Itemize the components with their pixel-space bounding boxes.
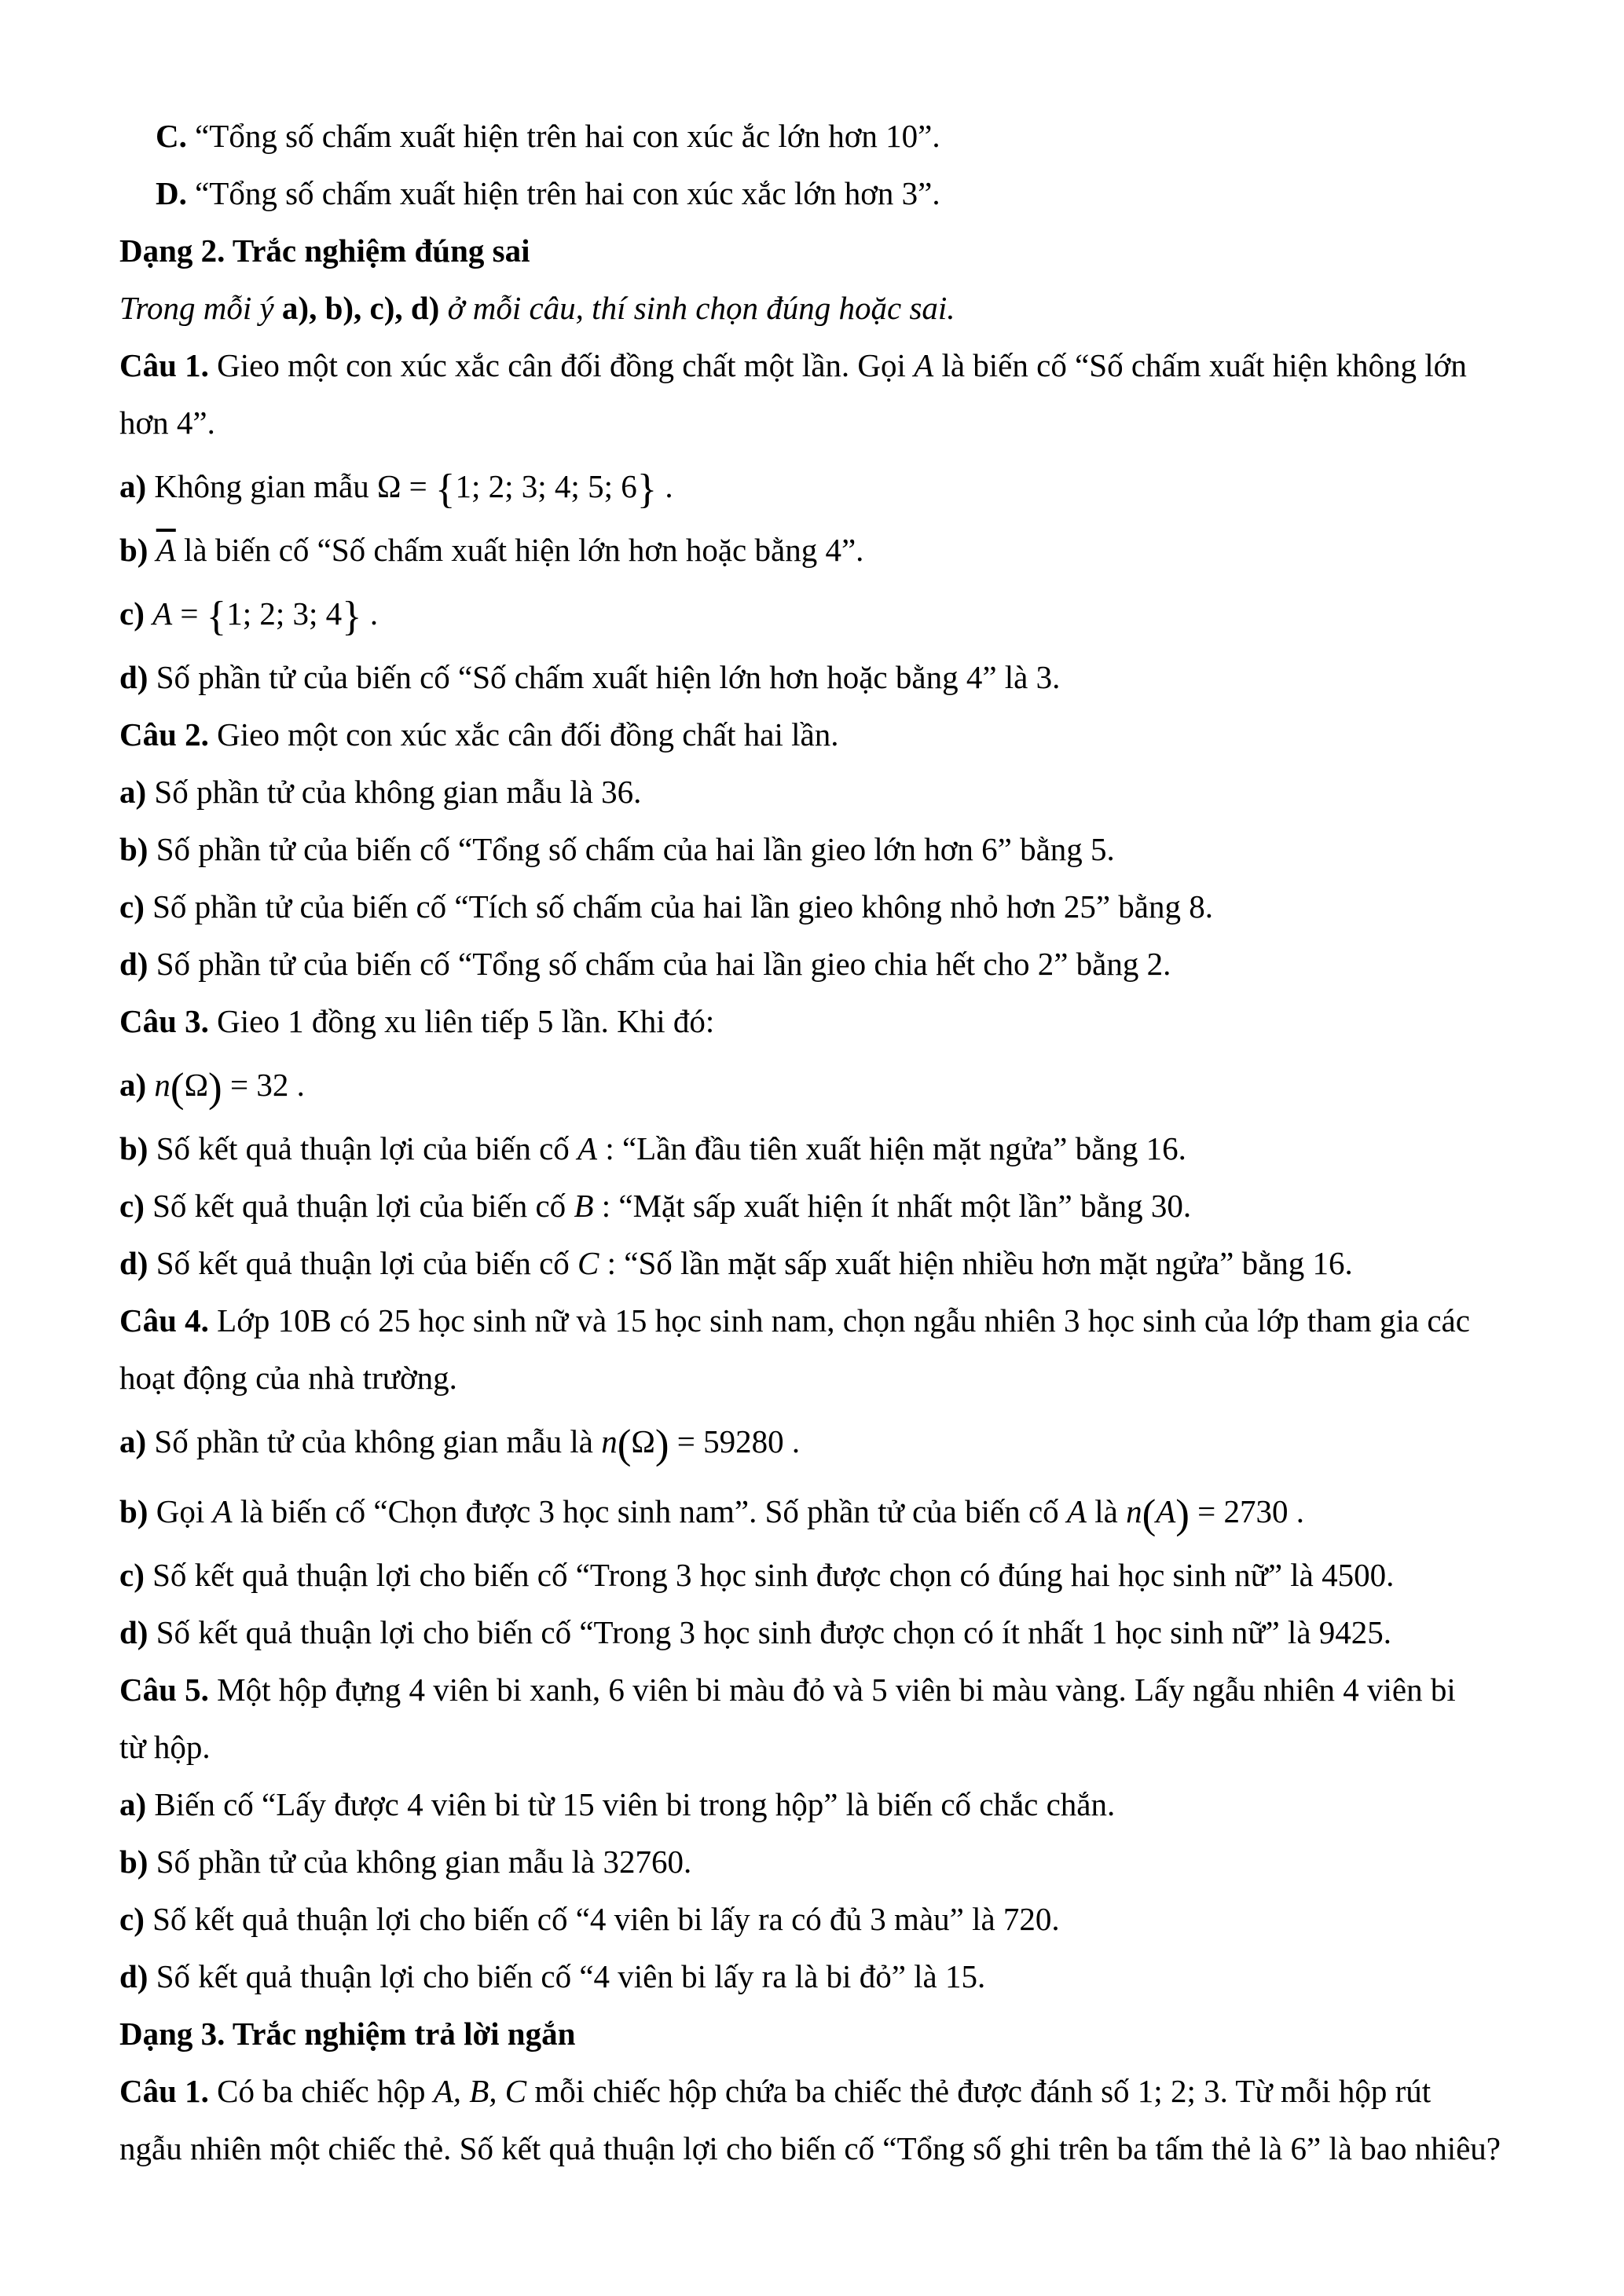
text-segment: từ hộp. xyxy=(119,1729,211,1765)
text-segment: là biến cố “Số chấm xuất hiện lớn hơn hoặc bằng 4”. xyxy=(175,532,864,568)
text-segment: = 32 xyxy=(222,1067,289,1103)
cau-5-a xyxy=(119,1776,1522,1833)
text-segment: Câu 1. xyxy=(119,2073,209,2109)
text-segment: b) xyxy=(119,1130,148,1166)
heading-dang-3 xyxy=(119,2005,1522,2063)
text-segment: . xyxy=(657,468,673,504)
text-segment xyxy=(145,595,152,632)
text-segment: ở mỗi câu, thí sinh chọn đúng hoặc sai. xyxy=(439,290,955,326)
cau-3-a xyxy=(119,1050,1522,1120)
cau-1-stem-line-2 xyxy=(119,394,1522,452)
option-c xyxy=(119,108,1522,165)
text-segment: Có ba chiếc hộp xyxy=(208,2073,434,2109)
text-segment: n xyxy=(1126,1493,1142,1529)
cau-3-stem xyxy=(119,993,1522,1050)
text-segment: c) xyxy=(119,888,145,925)
cau-1-d xyxy=(119,649,1522,706)
text-segment: Dạng 3. Trắc nghiệm trả lời ngắn xyxy=(119,2016,576,2052)
text-segment: Số kết quả thuận lợi cho biến cố “Trong 3 học sinh được chọn có ít nhất 1 học sinh nữ” là 9425. xyxy=(148,1614,1392,1650)
text-segment: 1; 2; 3; 4; 5; 6 xyxy=(455,468,637,504)
cau-4-c xyxy=(119,1547,1522,1604)
text-segment: Câu 1. xyxy=(119,347,209,383)
text-segment: A xyxy=(212,1493,233,1529)
text-segment: $\overline{A}$ xyxy=(156,532,176,568)
text-segment: d) xyxy=(119,1245,148,1281)
text-segment: A, B, C xyxy=(433,2073,527,2109)
text-segment: Một hộp đựng 4 viên bi xanh, 6 viên bi màu đỏ và 5 viên bi màu vàng. Lấy ngẫu nhiên 4 viên bi xyxy=(208,1672,1456,1708)
text-segment: Trong mỗi ý xyxy=(119,290,282,326)
text-segment: Ω xyxy=(184,1067,209,1103)
math-delimiter-glyph: ( xyxy=(170,1065,185,1111)
cau-2-d xyxy=(119,936,1522,993)
text-segment: Câu 4. xyxy=(119,1302,209,1338)
cau-2-a xyxy=(119,764,1522,821)
text-segment: Gieo một con xúc xắc cân đối đồng chất hai lần. xyxy=(208,716,839,753)
cau-5-d xyxy=(119,1948,1522,2005)
text-segment: là biến cố “Chọn được 3 học sinh nam”. Số phần tử của biến cố xyxy=(232,1493,1067,1529)
text-segment: = 2730 xyxy=(1189,1493,1289,1529)
text-segment: D. xyxy=(156,175,187,211)
math-delimiter-glyph: { xyxy=(206,594,227,639)
text-segment: d) xyxy=(119,659,148,695)
text-segment: a) xyxy=(119,1786,147,1822)
text-segment: Câu 2. xyxy=(119,716,209,753)
text-segment: = xyxy=(172,595,207,632)
text-segment: Số phần tử của biến cố “Số chấm xuất hiện lớn hơn hoặc bằng 4” là 3. xyxy=(148,659,1061,695)
text-segment: c) xyxy=(119,1557,145,1593)
cau-5-c xyxy=(119,1891,1522,1948)
text-segment: Số phần tử của biến cố “Tổng số chấm của hai lần gieo lớn hơn 6” bằng 5. xyxy=(148,831,1115,867)
cau-4-stem-line-1 xyxy=(119,1292,1522,1349)
text-segment: b) xyxy=(119,532,148,568)
text-segment: hơn 4”. xyxy=(119,405,215,441)
text-segment: Số kết quả thuận lợi của biến cố xyxy=(148,1130,578,1166)
text-segment: . xyxy=(1288,1493,1305,1529)
cau-4-stem-line-2 xyxy=(119,1349,1522,1407)
math-delimiter-glyph: } xyxy=(636,467,658,512)
text-segment: a) xyxy=(119,1067,147,1103)
text-segment xyxy=(148,532,156,568)
cau-5-stem-line-2 xyxy=(119,1719,1522,1776)
text-segment: a) xyxy=(119,468,147,504)
text-segment: Số kết quả thuận lợi cho biến cố “4 viên bi lấy ra có đủ 3 màu” là 720. xyxy=(144,1901,1060,1937)
text-segment: Số phần tử của không gian mẫu là 32760. xyxy=(148,1844,692,1880)
text-segment: C. xyxy=(156,118,187,154)
cau-2-c xyxy=(119,878,1522,936)
text-segment: Ω xyxy=(631,1423,655,1459)
cau-1-b xyxy=(119,522,1522,579)
text-segment: c) xyxy=(119,595,145,632)
text-segment: : “Lần đầu tiên xuất hiện mặt ngửa” bằng 16. xyxy=(597,1130,1186,1166)
text-segment: B xyxy=(574,1188,594,1224)
cau-1-stem-line-1 xyxy=(119,337,1522,394)
text-segment: b) xyxy=(119,1493,148,1529)
text-segment: Số phần tử của không gian mẫu là xyxy=(146,1423,602,1459)
text-segment: a), b), c), d) xyxy=(281,290,440,326)
text-segment: Dạng 2. Trắc nghiệm đúng sai xyxy=(119,233,530,269)
text-segment: Gọi xyxy=(148,1493,213,1529)
text-segment: A xyxy=(152,595,173,632)
text-segment: là biến cố “Số chấm xuất hiện không lớn xyxy=(933,347,1467,383)
text-segment: c) xyxy=(119,1188,145,1224)
cau-4-b xyxy=(119,1477,1522,1547)
text-segment: Số kết quả thuận lợi cho biến cố “4 viên bi lấy ra là bi đỏ” là 15. xyxy=(148,1958,986,1994)
math-delimiter-glyph: { xyxy=(435,467,456,512)
cau-1-c xyxy=(119,579,1522,649)
dang3-cau-1-line-1 xyxy=(119,2063,1522,2120)
cau-4-d xyxy=(119,1604,1522,1661)
text-segment: Gieo một con xúc xắc cân đối đồng chất một lần. Gọi xyxy=(208,347,915,383)
text-segment: Số phần tử của biến cố “Tổng số chấm của hai lần gieo chia hết cho 2” bằng 2. xyxy=(148,946,1171,982)
text-segment: mỗi chiếc hộp chứa ba chiếc thẻ được đánh số 1; 2; 3. Từ mỗi hộp rút xyxy=(526,2073,1432,2109)
cau-2-stem xyxy=(119,706,1522,764)
text-segment: Biến cố “Lấy được 4 viên bi từ 15 viên bi trong hộp” là biến cố chắc chắn. xyxy=(146,1786,1116,1822)
math-delimiter-glyph: } xyxy=(342,594,362,639)
text-segment: A xyxy=(1156,1493,1176,1529)
text-segment: C xyxy=(577,1245,599,1281)
text-segment: Không gian mẫu xyxy=(146,468,377,504)
text-segment: : “Số lần mặt sấp xuất hiện nhiều hơn mặt ngửa” bằng 16. xyxy=(599,1245,1353,1281)
text-segment: b) xyxy=(119,831,148,867)
text-segment: n xyxy=(601,1423,618,1459)
math-delimiter-glyph: ( xyxy=(617,1422,632,1467)
text-segment: Gieo 1 đồng xu liên tiếp 5 lần. Khi đó: xyxy=(208,1003,715,1039)
text-segment: “Tổng số chấm xuất hiện trên hai con xúc xắc lớn hơn 3”. xyxy=(186,175,940,211)
text-segment: Ω = xyxy=(376,468,436,504)
cau-2-b xyxy=(119,821,1522,878)
cau-3-b xyxy=(119,1120,1522,1177)
text-segment: A xyxy=(1066,1493,1087,1529)
text-segment: A xyxy=(914,347,934,383)
text-segment: A xyxy=(577,1130,598,1166)
cau-5-stem-line-1 xyxy=(119,1661,1522,1719)
text-segment: . xyxy=(288,1067,305,1103)
text-segment: Số phần tử của biến cố “Tích số chấm của hai lần gieo không nhỏ hơn 25” bằng 8. xyxy=(144,888,1213,925)
math-delimiter-glyph: ( xyxy=(1142,1492,1157,1537)
text-segment: Câu 3. xyxy=(119,1003,209,1039)
dang3-cau-1-line-2 xyxy=(119,2120,1522,2177)
text-segment: a) xyxy=(119,1423,147,1459)
text-segment: . xyxy=(783,1423,801,1459)
math-delimiter-glyph: ) xyxy=(208,1065,222,1111)
text-segment: n xyxy=(154,1067,170,1103)
text-segment: 1; 2; 3; 4 xyxy=(226,595,343,632)
text-segment: b) xyxy=(119,1844,148,1880)
math-delimiter-glyph: ) xyxy=(654,1422,669,1467)
option-d xyxy=(119,165,1522,222)
text-segment: : “Mặt sấp xuất hiện ít nhất một lần” bằng 30. xyxy=(593,1188,1192,1224)
text-segment: Số phần tử của không gian mẫu là 36. xyxy=(146,774,642,810)
text-segment: Lớp 10B có 25 học sinh nữ và 15 học sinh nam, chọn ngẫu nhiên 3 học sinh của lớp tham gia các xyxy=(208,1302,1470,1338)
text-segment: Câu 5. xyxy=(119,1672,209,1708)
heading-dang-2 xyxy=(119,222,1522,280)
text-segment: d) xyxy=(119,1958,148,1994)
text-segment: ngẫu nhiên một chiếc thẻ. Số kết quả thuận lợi cho biến cố “Tổng số ghi trên ba tấm thẻ là 6” là bao nhiêu? xyxy=(119,2130,1501,2166)
text-segment: Số kết quả thuận lợi của biến cố xyxy=(148,1245,578,1281)
text-segment: d) xyxy=(119,1614,148,1650)
text-segment: “Tổng số chấm xuất hiện trên hai con xúc ắc lớn hơn 10”. xyxy=(186,118,940,154)
text-segment xyxy=(146,1067,154,1103)
math-delimiter-glyph: ) xyxy=(1175,1492,1190,1537)
text-segment: hoạt động của nhà trường. xyxy=(119,1360,457,1396)
text-segment: Số kết quả thuận lợi cho biến cố “Trong 3 học sinh được chọn có đúng hai học sinh nữ” là 4500. xyxy=(144,1557,1395,1593)
text-segment: Số kết quả thuận lợi của biến cố xyxy=(144,1188,574,1224)
cau-1-a xyxy=(119,452,1522,522)
text-segment: c) xyxy=(119,1901,145,1937)
instruction-dang-2 xyxy=(119,280,1522,337)
text-segment: là xyxy=(1086,1493,1127,1529)
text-segment: a) xyxy=(119,774,147,810)
text-segment: d) xyxy=(119,946,148,982)
cau-4-a xyxy=(119,1407,1522,1477)
cau-3-d xyxy=(119,1235,1522,1292)
text-segment: = 59280 xyxy=(669,1423,784,1459)
cau-3-c xyxy=(119,1177,1522,1235)
cau-5-b xyxy=(119,1833,1522,1891)
text-segment: . xyxy=(361,595,379,632)
